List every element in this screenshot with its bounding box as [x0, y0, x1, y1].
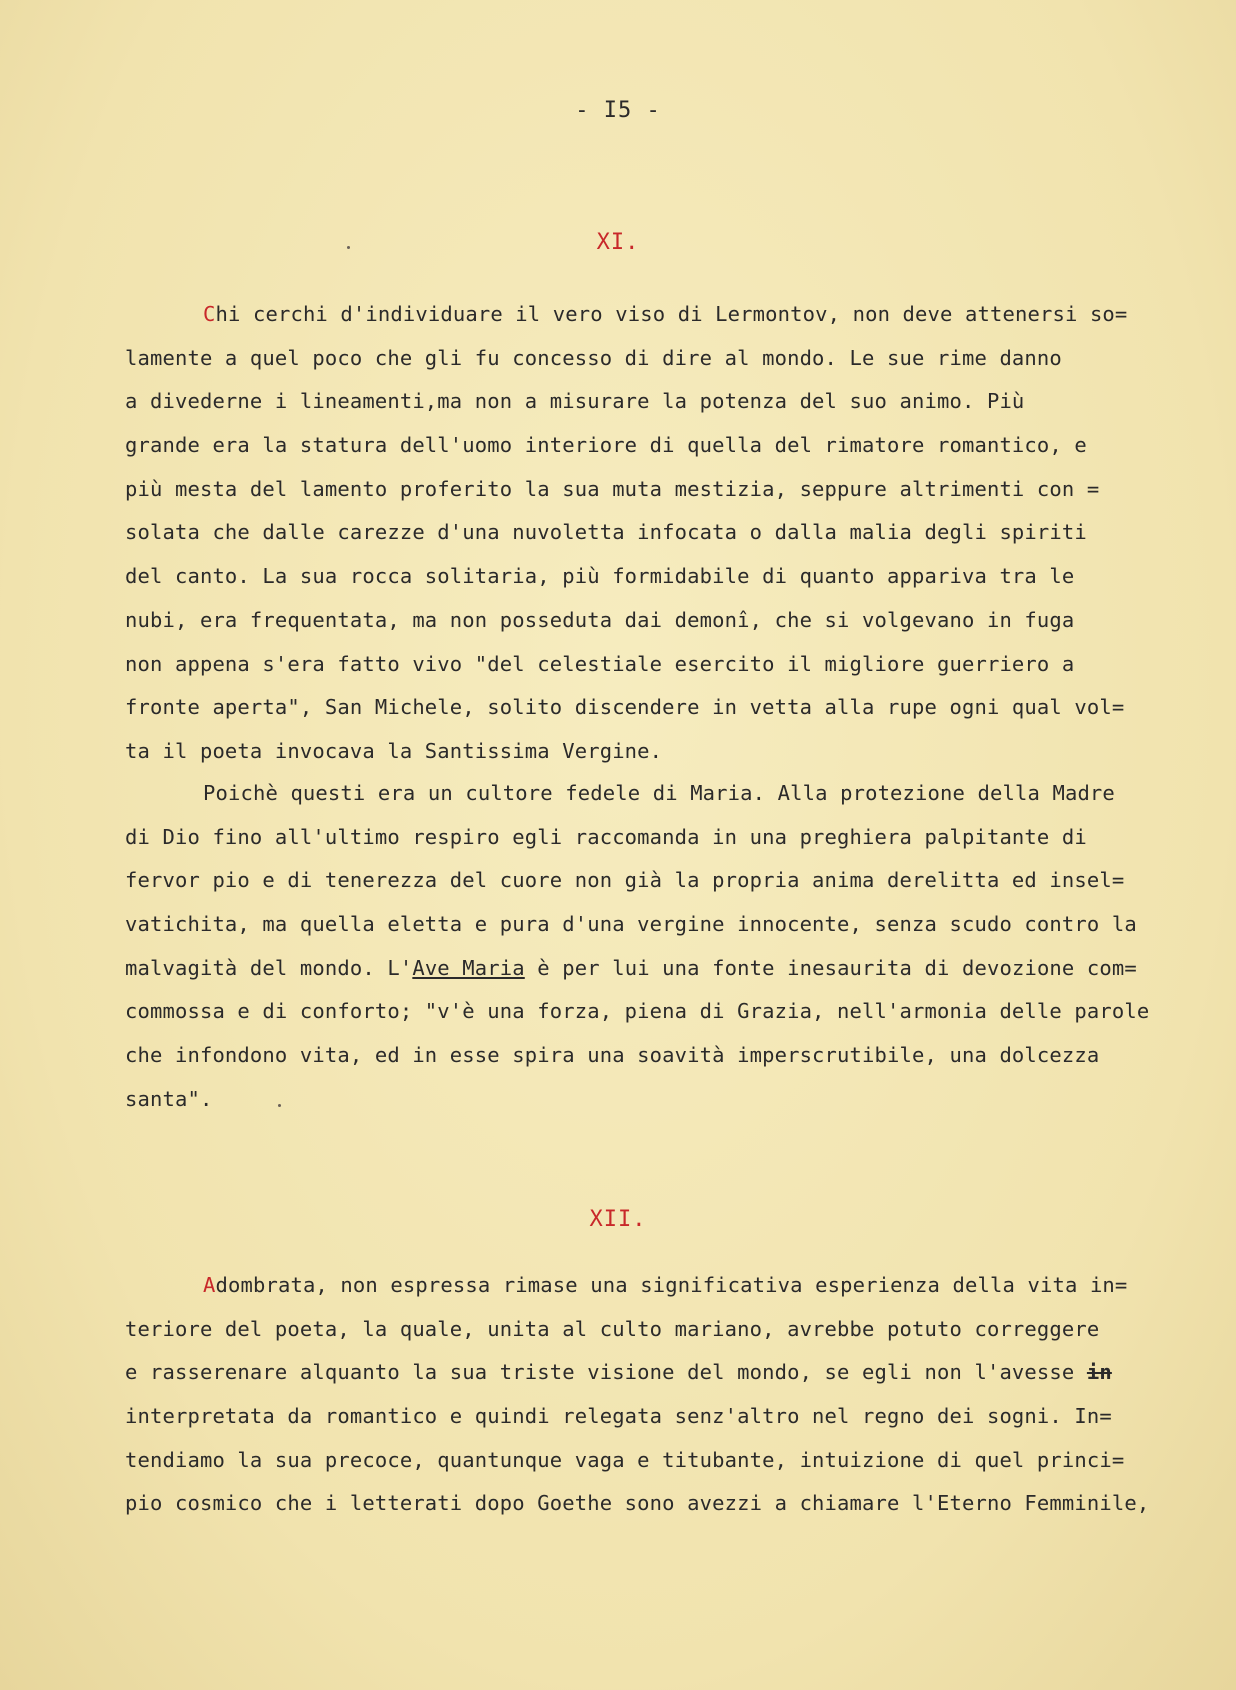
- underlined-title: Ave Maria: [412, 955, 525, 980]
- text-line: santa".: [125, 1086, 213, 1111]
- text-line: fervor pio e di tenerezza del cuore non già la propria anima derelitta ed insel=: [125, 868, 1125, 893]
- struck-word: in: [1086, 1360, 1112, 1385]
- text-line: lamente a quel poco che gli fu concesso di dire al mondo. Le sue rime danno: [125, 345, 1062, 370]
- line-text: e rasserenare alquanto la sua triste visione del mondo, se egli non l'avesse: [125, 1360, 1087, 1385]
- text-line: ta il poeta invocava la Santissima Vergine.: [125, 738, 663, 763]
- text-line: tendiamo la sua precoce, quantunque vaga e titubante, intuizione di quel princi=: [125, 1447, 1125, 1472]
- text-line: non appena s'era fatto vivo "del celestiale esercito il migliore guerriero a: [125, 651, 1075, 676]
- paragraph-xi-1: [125, 293, 1205, 774]
- ink-speck: [347, 246, 350, 249]
- text-line: del canto. La sua rocca solitaria, più formidabile di quanto appariva tra le: [125, 564, 1075, 589]
- text-line: teriore del poeta, la quale, unita al culto mariano, avrebbe potuto correggere: [125, 1316, 1100, 1341]
- drop-capital: C: [203, 302, 216, 326]
- paragraph-xii-1: [125, 1264, 1205, 1526]
- text-line: nubi, era frequentata, ma non posseduta dai demonî, che si volgevano in fuga: [125, 607, 1075, 632]
- text-line: interpretata da romantico e quindi relegata senz'altro nel regno dei sogni. In=: [125, 1404, 1112, 1429]
- text-line: fronte aperta", San Michele, solito discendere in vetta alla rupe ogni qual vol=: [125, 695, 1125, 720]
- line-text: hi cerchi d'individuare il vero viso di Lermontov, non deve attenersi so=: [215, 302, 1128, 326]
- text-line: [125, 947, 1205, 991]
- text-line: vatichita, ma quella eletta e pura d'una vergine innocente, senza scudo contro la: [125, 912, 1137, 937]
- text-line: solata che dalle carezze d'una nuvoletta infocata o dalla malia degli spiriti: [125, 520, 1087, 545]
- line-text: è per lui una fonte inesaurita di devozione com=: [524, 955, 1137, 980]
- paragraph-xi-2: [125, 772, 1205, 1122]
- text-line: [125, 293, 1205, 337]
- page-number: - I5 -: [575, 98, 661, 123]
- text-line: [125, 1264, 1205, 1308]
- text-line: pio cosmico che i letterati dopo Goethe sono avezzi a chiamare l'Eterno Femminile,: [125, 1491, 1150, 1516]
- text-line: Poichè questi era un cultore fedele di Maria. Alla protezione della Madre: [203, 781, 1115, 805]
- text-line: a divederne i lineamenti,ma non a misurare la potenza del suo animo. Più: [125, 389, 1025, 414]
- text-line: [125, 1351, 1205, 1395]
- section-heading-xi: XI.: [596, 230, 640, 255]
- text-line: grande era la statura dell'uomo interiore di quella del rimatore romantico, e: [125, 433, 1087, 458]
- text-line: più mesta del lamento proferito la sua muta mestizia, seppure altrimenti con =: [125, 476, 1100, 501]
- ink-speck: [278, 1104, 281, 1107]
- drop-capital: A: [203, 1273, 216, 1297]
- text-line: commossa e di conforto; "v'è una forza, piena di Grazia, nell'armonia delle parole: [125, 999, 1150, 1024]
- text-line: di Dio fino all'ultimo respiro egli raccomanda in una preghiera palpitante di: [125, 824, 1087, 849]
- section-heading-xii: XII.: [589, 1207, 647, 1232]
- text-line: che infondono vita, ed in esse spira una soavità imperscrutibile, una dolcezza: [125, 1043, 1100, 1068]
- line-text: malvagità del mondo. L': [125, 955, 413, 980]
- line-text: dombrata, non espressa rimase una significativa esperienza della vita in=: [215, 1273, 1128, 1297]
